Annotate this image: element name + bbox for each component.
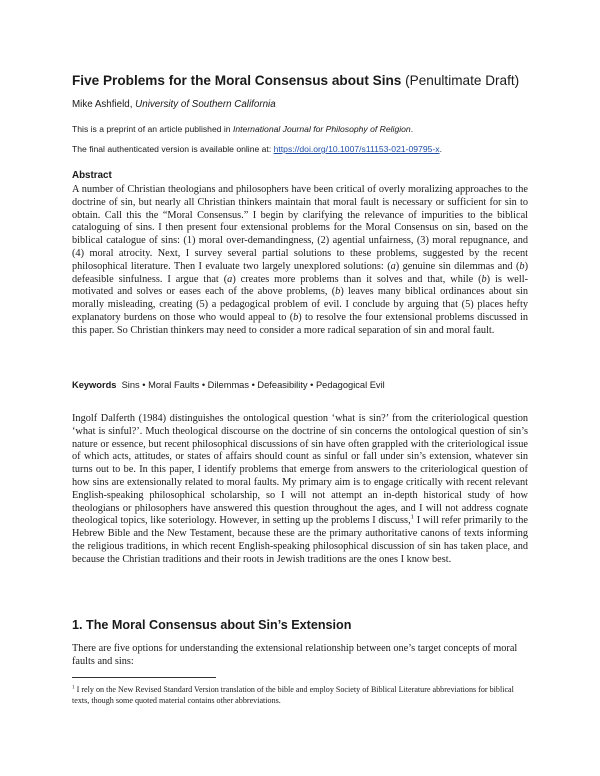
abstract-text: ) creates more problems than it solves and that, while ( (232, 273, 482, 285)
abstract-heading: Abstract (72, 170, 112, 181)
abstract-body (72, 184, 528, 338)
intro-text: Ingolf Dalferth (1984) distinguishes the ontological question ‘what is sin?’ from the criteriological question ‘what is sinful?’. Much theological discourse on the doctrine of sin concerns the ontological question of sin’s nature or essence, but recent philosophical discussions of sin have often grappled with the criteriological issue of which acts, attitudes, or states of affairs should count as sinful or fall under sin’s extension, whatever sin turns out to be. In this paper, I identify problems that emerge from answers to the criteriological question of how sins are extensionally related to moral faults. My primary aim is to engage critically with recent relevant English-speaking philosophical scholarship, so I will not attempt an in-depth historical study of how theologians or philosophers have answered this question throughout the ages, and I will not address cognate theological topics, like soteriology. However, in setting up the problems I discuss, (72, 413, 528, 527)
author-line (72, 99, 276, 110)
abstract-option-b: b (335, 286, 341, 298)
journal-name: International Journal for Philosophy of Religion (232, 124, 411, 134)
doi-link[interactable]: https://doi.org/10.1007/s11153-021-09795-x (273, 144, 440, 154)
paper-title (72, 72, 542, 89)
keywords-list: Sins • Moral Faults • Dilemmas • Defeasibility • Pedagogical Evil (121, 380, 385, 390)
abstract-option-a: a (390, 260, 396, 272)
paper-title-main: Five Problems for the Moral Consensus about Sins (72, 73, 402, 88)
footnote-reference[interactable]: 1 (410, 513, 414, 521)
abstract-option-b: b (519, 260, 525, 272)
final-version-prefix: The final authenticated version is available online at: (72, 144, 274, 154)
introduction-paragraph (72, 413, 528, 567)
section-paragraph: There are five options for understanding the extensional relationship between one’s target concepts of moral faults and sins: (72, 643, 518, 667)
paper-title-draft-note: (Penultimate Draft) (401, 73, 520, 88)
footnote-marker: 1 (72, 684, 75, 691)
keywords-line (72, 380, 385, 390)
abstract-text: ) to resolve the four extensional problems discussed in this paper. So Christian thinkers may need to consider a more radical separation of sin and moral fault. (72, 311, 528, 336)
abstract-text: A number of Christian theologians and philosophers have been critical of overly moralizing approaches to the doctrine of sin, but nearly all Christian thinkers maintain that moral fault is necessary or sufficient for sin to obtain. Call this the “Moral Consensus.” I begin by clarifying the relevance of impurities to the biblical cataloguing of sins. I then present four extensional problems for the Moral Consensus on sin, based on the biblical catalogue of sins: (1) moral over-demandingness, (2) agential unfairness, (3) moral repugnance, and (4) moral atrocity. Next, I survey several partial solutions to these problems, suggested by the recent philosophical literature. Then I evaluate two largely unexplored solutions: ( (72, 184, 528, 272)
preprint-notice (72, 124, 413, 134)
author-name: Mike Ashfield, (72, 99, 136, 110)
abstract-text: ) genuine sin dilemmas and ( (395, 260, 520, 272)
section-heading: 1. The Moral Consensus about Sin’s Extension (72, 618, 352, 632)
abstract-option-a: a (227, 273, 233, 285)
keywords-label: Keywords (72, 380, 117, 390)
abstract-option-b: b (481, 273, 487, 285)
preprint-prefix: This is a preprint of an article published in (72, 124, 233, 134)
abstract-option-b: b (293, 311, 299, 323)
abstract-text: ) defeasible sinfulness. I argue that ( (72, 260, 528, 285)
abstract-text: ) is well-motivated and solves or eases each of the above problems, ( (72, 273, 528, 298)
footnote (72, 684, 528, 706)
author-affiliation: University of Southern California (135, 99, 276, 110)
footnote-divider (72, 677, 216, 678)
preprint-suffix: . (410, 124, 414, 134)
abstract-text: ) leaves many biblical ordinances about sin morally misleading, creating (5) a pedagogical problem of evil. I conclude by arguing that (5) places hefty explanatory burdens on those who would appeal to ( (72, 286, 528, 323)
intro-text-continued: I will refer primarily to the Hebrew Bible and the New Testament, because these are the primary authoritative canons of texts informing the religious traditions, in which recent English-speaking philosophical discussion of sin has taken place, and because the Christian traditions and their roots in Jewish traditions are the ones I know best. (72, 515, 528, 565)
footnote-text: I rely on the New Revised Standard Version translation of the bible and employ Society of Biblical Literature abbreviations for biblical texts, though some quoted material contains other abbreviations. (72, 685, 514, 705)
final-version-notice (72, 144, 442, 154)
final-version-suffix: . (439, 144, 442, 154)
